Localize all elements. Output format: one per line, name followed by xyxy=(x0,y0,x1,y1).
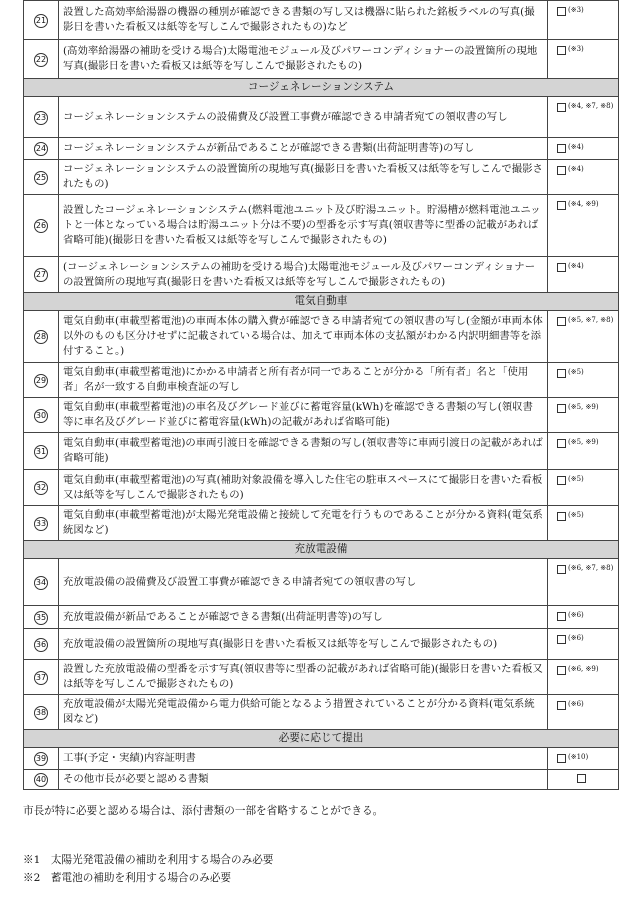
item-number-cell xyxy=(24,606,59,629)
section-title: 必要に応じて提出 xyxy=(24,730,619,748)
checkbox[interactable] xyxy=(557,46,566,55)
item-number: 35 xyxy=(34,611,48,625)
requirement-note: (※5) xyxy=(568,368,584,376)
item-description: 設置した充放電設備の型番を示す写真(領収書等に型番の記載があれば省略可能)(撮影日を書いた看板又は紙等を写しこんで撮影されたもの) xyxy=(59,660,548,695)
checkbox[interactable] xyxy=(557,263,566,272)
item-description: 設置した高効率給湯器の機器の種別が確認できる書類の写し又は機器に貼られた銘板ラベルの写真(撮影日を書いた看板又は紙等を写しこんで撮影されたもの)など xyxy=(59,1,548,40)
item-number: 25 xyxy=(34,171,48,185)
checklist-row xyxy=(24,398,619,433)
check-cell xyxy=(548,506,619,541)
item-number-cell xyxy=(24,398,59,433)
item-number: 39 xyxy=(34,752,48,766)
item-number: 38 xyxy=(34,706,48,720)
checkbox[interactable] xyxy=(577,774,586,783)
checklist-row xyxy=(24,257,619,293)
requirement-note: (※10) xyxy=(568,753,589,761)
checklist-row xyxy=(24,606,619,629)
check-cell xyxy=(548,770,619,790)
section-title: 電気自動車 xyxy=(24,293,619,311)
checkbox[interactable] xyxy=(557,144,566,153)
item-number-cell xyxy=(24,660,59,695)
item-number: 24 xyxy=(34,142,48,156)
requirement-note: (※6) xyxy=(568,634,584,642)
requirement-note: (※5, ※9) xyxy=(568,403,599,411)
checkbox[interactable] xyxy=(557,369,566,378)
checklist-row xyxy=(24,138,619,160)
item-number: 30 xyxy=(34,409,48,423)
checklist-row xyxy=(24,160,619,195)
checkbox[interactable] xyxy=(557,635,566,644)
item-description: 電気自動車(車載型蓄電池)の車両引渡日を確認できる書類の写し(領収書等に車両引渡日の記載があれば省略可能) xyxy=(59,433,548,470)
item-description: その他市長が必要と認める書類 xyxy=(59,770,548,790)
requirement-note: (※6) xyxy=(568,700,584,708)
item-number: 37 xyxy=(34,671,48,685)
item-number-cell xyxy=(24,470,59,506)
check-cell xyxy=(548,629,619,660)
check-cell xyxy=(548,40,619,79)
item-number: 40 xyxy=(34,773,48,787)
item-description: 電気自動車(車載型蓄電池)にかかる申請者と所有者が同一であることが分かる「所有者」名と「使用者」名が一致する自動車検査証の写し xyxy=(59,363,548,398)
requirement-note: (※5) xyxy=(568,511,584,519)
check-cell xyxy=(548,363,619,398)
check-cell xyxy=(548,695,619,730)
footnote-2: ※2 蓄電池の補助を利用する場合のみ必要 xyxy=(23,872,232,884)
section-title: 充放電設備 xyxy=(24,541,619,559)
item-number-cell xyxy=(24,40,59,79)
item-description: 充放電設備が新品であることが確認できる書類(出荷証明書等)の写し xyxy=(59,606,548,629)
checkbox[interactable] xyxy=(557,754,566,763)
checkbox[interactable] xyxy=(557,103,566,112)
item-number: 26 xyxy=(34,219,48,233)
item-description: 充放電設備が太陽光発電設備から電力供給可能となるよう措置されていることが分かる資料(電気系統図など) xyxy=(59,695,548,730)
item-description: 電気自動車(車載型蓄電池)の車両本体の購入費が確認できる申請者宛ての領収書の写し(金額が車両本体以外のものも区分けせずに記載されている場合は、加えて車両本体の支払額がわかる内訳明細書等を添付すること。) xyxy=(59,311,548,363)
checklist-row xyxy=(24,748,619,770)
requirement-note: (※4) xyxy=(568,262,584,270)
item-number-cell xyxy=(24,195,59,257)
requirement-note: (※4, ※9) xyxy=(568,200,599,208)
checkbox[interactable] xyxy=(557,166,566,175)
checklist-row xyxy=(24,97,619,138)
item-number: 36 xyxy=(34,638,48,652)
checklist-row xyxy=(24,311,619,363)
checklist-row xyxy=(24,770,619,790)
item-description: 充放電設備の設備費及び設置工事費が確認できる申請者宛ての領収書の写し xyxy=(59,559,548,606)
requirement-note: (※5, ※9) xyxy=(568,438,599,446)
requirement-note: (※6, ※9) xyxy=(568,665,599,673)
item-number-cell xyxy=(24,770,59,790)
check-cell xyxy=(548,97,619,138)
item-number-cell xyxy=(24,695,59,730)
item-number: 28 xyxy=(34,330,48,344)
check-cell xyxy=(548,1,619,40)
checklist-row xyxy=(24,506,619,541)
requirement-note: (※3) xyxy=(568,6,584,14)
item-number-cell xyxy=(24,1,59,40)
item-number-cell xyxy=(24,559,59,606)
item-number: 22 xyxy=(34,53,48,67)
item-number: 29 xyxy=(34,374,48,388)
checkbox[interactable] xyxy=(557,512,566,521)
check-cell xyxy=(548,195,619,257)
requirement-note: (※6) xyxy=(568,611,584,619)
item-number: 23 xyxy=(34,111,48,125)
item-number-cell xyxy=(24,748,59,770)
item-number-cell xyxy=(24,257,59,293)
item-description: (コージェネレーションシステムの補助を受ける場合)太陽電池モジュール及びパワーコンディショナーの設置箇所の現地写真(撮影日を書いた看板又は紙等を写しこんで撮影されたもの) xyxy=(59,257,548,293)
item-number-cell xyxy=(24,138,59,160)
check-cell xyxy=(548,433,619,470)
requirement-note: (※5) xyxy=(568,475,584,483)
checkbox[interactable] xyxy=(557,439,566,448)
item-number: 27 xyxy=(34,268,48,282)
item-description: 電気自動車(車載型蓄電池)の車名及びグレード並びに蓄電容量(kWh)を確認できる書類の写し(領収書等に車名及びグレード並びに蓄電容量(kWh)の記載があれば省略可能) xyxy=(59,398,548,433)
item-number: 34 xyxy=(34,576,48,590)
item-number: 31 xyxy=(34,445,48,459)
checkbox[interactable] xyxy=(557,201,566,210)
checklist-row xyxy=(24,1,619,40)
section-header-row xyxy=(24,730,619,748)
check-cell xyxy=(548,559,619,606)
checklist-row xyxy=(24,470,619,506)
item-number: 32 xyxy=(34,481,48,495)
checklist-row xyxy=(24,559,619,606)
item-number-cell xyxy=(24,311,59,363)
checklist-body xyxy=(24,1,619,790)
check-cell xyxy=(548,257,619,293)
checkbox[interactable] xyxy=(557,565,566,574)
item-description: 工事(予定・実績)内容証明書 xyxy=(59,748,548,770)
checkbox[interactable] xyxy=(557,701,566,710)
item-description: コージェネレーションシステムが新品であることが確認できる書類(出荷証明書等)の写し xyxy=(59,138,548,160)
item-description: 電気自動車(車載型蓄電池)が太陽光発電設備と接続して充電を行うものであることが分かる資料(電気系統図など) xyxy=(59,506,548,541)
footnote-1: ※1 太陽光発電設備の補助を利用する場合のみ必要 xyxy=(23,854,274,866)
item-description: (高効率給湯器の補助を受ける場合)太陽電池モジュール及びパワーコンディショナーの設置箇所の現地写真(撮影日を書いた看板又は紙等を写しこんで撮影されたもの) xyxy=(59,40,548,79)
requirement-note: (※3) xyxy=(568,45,584,53)
item-description: 電気自動車(車載型蓄電池)の写真(補助対象設備を導入した住宅の駐車スペースにて撮影日を書いた看板又は紙等を写しこんで撮影されたもの) xyxy=(59,470,548,506)
section-header-row xyxy=(24,541,619,559)
checkbox[interactable] xyxy=(557,666,566,675)
section-header-row xyxy=(24,79,619,97)
check-cell xyxy=(548,470,619,506)
check-cell xyxy=(548,748,619,770)
item-description: 設置したコージェネレーションシステム(燃料電池ユニット及び貯湯ユニット。貯湯槽が燃料電池ユニットと一体となっている場合は貯湯ユニット分は不要)の型番を示す写真(領収書等に型番の記載があれば省略可能)(撮影日を書いた看板又は紙等を写しこんで撮影されたもの) xyxy=(59,195,548,257)
item-number-cell xyxy=(24,363,59,398)
checkbox[interactable] xyxy=(557,7,566,16)
checklist-row xyxy=(24,363,619,398)
item-description: コージェネレーションシステムの設置箇所の現地写真(撮影日を書いた看板又は紙等を写しこんで撮影されたもの) xyxy=(59,160,548,195)
item-number: 21 xyxy=(34,14,48,28)
checkbox[interactable] xyxy=(557,612,566,621)
item-number-cell xyxy=(24,433,59,470)
checklist-row xyxy=(24,40,619,79)
checklist-row xyxy=(24,433,619,470)
check-cell xyxy=(548,311,619,363)
omission-remark: 市長が特に必要と認める場合は、添付書類の一部を省略することができる。 xyxy=(23,805,384,817)
check-cell xyxy=(548,606,619,629)
section-title: コージェネレーションシステム xyxy=(24,79,619,97)
checklist-row xyxy=(24,660,619,695)
item-number: 33 xyxy=(34,517,48,531)
requirement-note: (※4) xyxy=(568,165,584,173)
item-description: コージェネレーションシステムの設備費及び設置工事費が確認できる申請者宛ての領収書の写し xyxy=(59,97,548,138)
check-cell xyxy=(548,160,619,195)
attachment-checklist-table xyxy=(23,0,619,790)
item-number-cell xyxy=(24,97,59,138)
checkbox[interactable] xyxy=(557,404,566,413)
checkbox[interactable] xyxy=(557,317,566,326)
checklist-row xyxy=(24,629,619,660)
requirement-note: (※4) xyxy=(568,143,584,151)
requirement-note: (※4, ※7, ※8) xyxy=(568,102,614,110)
checklist-row xyxy=(24,695,619,730)
requirement-note: (※6, ※7, ※8) xyxy=(568,564,614,572)
section-header-row xyxy=(24,293,619,311)
check-cell xyxy=(548,398,619,433)
requirement-note: (※5, ※7, ※8) xyxy=(568,316,614,324)
item-description: 充放電設備の設置箇所の現地写真(撮影日を書いた看板又は紙等を写しこんで撮影されたもの) xyxy=(59,629,548,660)
item-number-cell xyxy=(24,629,59,660)
checklist-row xyxy=(24,195,619,257)
checkbox[interactable] xyxy=(557,476,566,485)
check-cell xyxy=(548,138,619,160)
item-number-cell xyxy=(24,506,59,541)
check-cell xyxy=(548,660,619,695)
item-number-cell xyxy=(24,160,59,195)
